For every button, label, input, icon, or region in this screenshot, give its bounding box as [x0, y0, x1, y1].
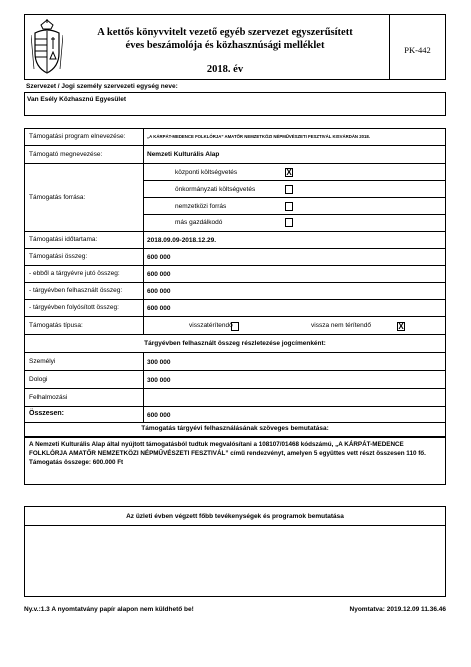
breakdown-heading: Tárgyévben felhasznált összeg részletezése jogcímenként: [144, 340, 326, 347]
year-part-row [24, 266, 446, 283]
source-row [24, 164, 446, 232]
program-row [24, 128, 446, 146]
program-label: Támogatási program elnevezése: [29, 133, 126, 140]
form-code: PK-442 [404, 45, 431, 55]
amount-label: Támogatási összeg: [29, 253, 88, 260]
type-refundable-checkbox[interactable] [231, 322, 239, 331]
paid-value: 600 000 [147, 305, 171, 312]
coat-of-arms-icon [31, 19, 63, 75]
supporter-row [24, 146, 446, 164]
footer-left: Ny.v.:1.3 A nyomtatvány papír alapon nem küldhető be! [24, 606, 194, 613]
description-text: A Nemzeti Kulturális Alap által nyújtott támogatásból tudtuk megvalósítani a 108107/01468 kódszámú, „A KÁRPÁT-MEDENCE FOLKLÓRJA AMATŐR NEMZETKÖZI NÉPMŰVÉSZETI FESZTIVÁL” című rendezvényt, amelyen 5 együttes vett részt összesen 110 fő. Támogatás összege: 600.000 Ft [29, 441, 426, 466]
source-checkbox[interactable]: X [286, 168, 292, 177]
source-checkbox[interactable] [285, 218, 293, 227]
paid-label: - tárgyévben folyósított összeg: [29, 304, 119, 311]
breakdown-label: Felhalmozási [29, 394, 68, 401]
form-title-line2: éves beszámolója és közhasznúsági melléklet [125, 40, 325, 51]
form-title-line1: A kettős könyvvitelt vezető egyéb szervezet egyszerűsített [97, 27, 353, 38]
type-label: Támogatás típusa: [29, 322, 83, 329]
breakdown-value: 300 000 [147, 377, 171, 384]
source-option-0 [143, 164, 445, 181]
period-label: Támogatási időtartama: [29, 236, 98, 243]
type-nonrefundable-label: vissza nem térítendő [311, 322, 371, 329]
used-row [24, 283, 446, 300]
source-label: Támogatás forrása: [29, 194, 86, 201]
used-label: - tárgyévben felhasznált összeg: [29, 287, 123, 294]
header-box [24, 14, 446, 80]
supporter-label: Támogató megnevezése: [29, 151, 103, 158]
activities-box [24, 506, 446, 597]
program-value: „A KÁRPÁT-MEDENCE FOLKLÓRJA” AMATŐR NEMZETKÖZI NÉPMŰVÉSZETI FESZTIVÁL KISVÁRDÁN 2018. [147, 134, 370, 139]
breakdown-row [24, 371, 446, 389]
breakdown-heading-row [24, 335, 446, 353]
source-option-label: más gazdálkodó [175, 219, 223, 226]
org-name: Van Esély Közhasznú Egyesület [27, 96, 126, 103]
used-value: 600 000 [147, 288, 171, 295]
activities-heading: Az üzleti évben végzett főbb tevékenységek és programok bemutatása [126, 513, 344, 520]
source-option-1 [143, 181, 445, 198]
type-refundable-label: visszatérítendő [189, 322, 233, 329]
amount-row [24, 249, 446, 266]
year-part-value: 600 000 [147, 271, 171, 278]
footer-right: Nyomtatva: 2019.12.09 11.36.46 [349, 606, 446, 613]
breakdown-value: 300 000 [147, 359, 171, 366]
period-value: 2018.09.09-2018.12.29. [147, 237, 217, 244]
amount-value: 600 000 [147, 254, 171, 261]
source-checkbox[interactable] [285, 185, 293, 194]
org-name-field [24, 92, 446, 116]
breakdown-row [24, 353, 446, 371]
paid-row [24, 300, 446, 317]
description-text-box [24, 437, 446, 485]
org-label: Szervezet / Jogi személy szervezeti egység neve: [26, 83, 178, 90]
activities-text-area [25, 525, 445, 596]
source-option-label: központi költségvetés [175, 169, 238, 176]
period-row [24, 232, 446, 249]
source-option-label: nemzetközi forrás [175, 203, 227, 210]
type-row [24, 317, 446, 335]
breakdown-label: Dologi [29, 376, 48, 383]
year-part-label: - ebből a tárgyévre jutó összeg: [29, 270, 120, 277]
breakdown-total-label: Összesen: [29, 410, 65, 417]
form-year: 2018. év [206, 64, 244, 75]
description-heading: Támogatás tárgyévi felhasználásának szöveges bemutatása: [141, 425, 329, 432]
source-option-3 [143, 215, 445, 231]
breakdown-total-row [24, 407, 446, 423]
supporter-value: Nemzeti Kulturális Alap [147, 151, 220, 158]
source-option-2 [143, 198, 445, 215]
breakdown-row [24, 389, 446, 407]
source-option-label: önkormányzati költségvetés [175, 186, 256, 193]
source-checkbox[interactable] [285, 202, 293, 211]
type-nonrefundable-checkbox[interactable]: X [398, 322, 404, 331]
breakdown-total-value: 600 000 [147, 412, 171, 419]
breakdown-label: Személyi [29, 358, 56, 365]
